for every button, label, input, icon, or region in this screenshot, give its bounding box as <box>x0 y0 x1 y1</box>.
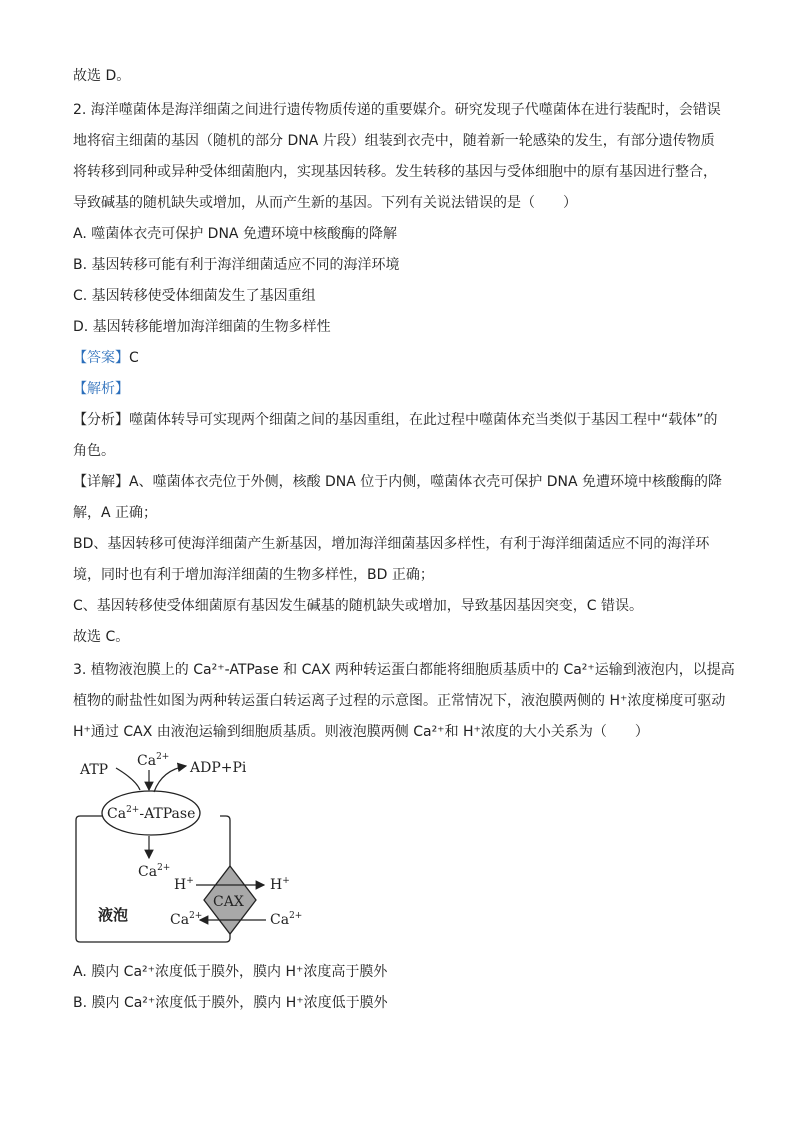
q2-stem-line-3: 将转移到同种或异种受体细菌胞内，实现基因转移。发生转移的基因与受体细胞中的原有基因进行整合， <box>73 164 717 180</box>
q2-stem-line-2: 地将宿主细菌的基因（随机的部分 DNA 片段）组装到衣壳中，随着新一轮感染的发生，有部分遗传物质 <box>73 133 715 149</box>
q2-fenxi-line-1 <box>73 410 718 430</box>
q2-stem-line-4: 导致碱基的随机缺失或增加，从而产生新的基因。下列有关说法错误的是（ ） <box>73 195 577 211</box>
q3-stem-line-1: 3. 植物液泡膜上的 Ca²⁺-ATPase 和 CAX 两种转运蛋白都能将细胞质基质中的 Ca²⁺运输到液泡内，以提高 <box>73 662 735 678</box>
q3-stem-line-3: H⁺通过 CAX 由液泡运输到细胞质基质。则液泡膜两侧 Ca²⁺和 H⁺浓度的大小关系为（ ） <box>73 724 649 740</box>
vacuole-label: 液泡 <box>98 906 129 924</box>
fenxi-text-1: 噬菌体转导可实现两个细菌之间的基因重组，在此过程中噬菌体充当类似于基因工程中“载体”的 <box>129 412 718 428</box>
ca-left-label: $Ca^{2+}$ <box>170 911 203 928</box>
atp-arrow <box>116 768 140 790</box>
q2-option-b: B. 基因转移可能有利于海洋细菌适应不同的海洋环境 <box>73 257 400 273</box>
ca-inside-label: $Ca^{2+}$ <box>138 863 171 880</box>
answer-tag: 【答案】 <box>73 350 129 366</box>
q2-stem-line-1: 2. 海洋噬菌体是海洋细菌之间进行遗传物质传递的重要媒介。研究发现子代噬菌体在进行装配时，会错误 <box>73 102 721 118</box>
q2-detail-line-4: 境，同时也有利于增加海洋细菌的生物多样性，BD 正确； <box>73 567 434 583</box>
q2-conclusion: 故选 C。 <box>73 629 130 645</box>
h-right-label: H+ <box>270 876 290 893</box>
q2-answer-line <box>73 348 139 368</box>
atp-label: ATP <box>80 762 109 778</box>
q3-stem-line-2: 植物的耐盐性如图为两种转运蛋白转运离子过程的示意图。正常情况下，液泡膜两侧的 H⁺浓度梯度可驱动 <box>73 693 726 709</box>
h-left-label: H+ <box>174 876 194 893</box>
detail-text-1: A、噬菌体衣壳位于外侧，核酸 DNA 位于内侧，噬菌体衣壳可保护 DNA 免遭环境中核酸酶的降 <box>129 474 723 490</box>
q2-detail-line-2: 解，A 正确； <box>73 505 158 521</box>
q2-detail-line-5: C、基因转移使受体细菌原有基因发生碱基的随机缺失或增加，导致基因基因突变，C 错误。 <box>73 598 643 614</box>
fenxi-tag: 【分析】 <box>73 412 129 428</box>
answer-value: C <box>129 350 139 366</box>
q2-option-c: C. 基因转移使受体细菌发生了基因重组 <box>73 288 316 304</box>
ca-top-label: $Ca^{2+}$ <box>137 752 170 769</box>
adp-label: ADP+Pi <box>190 760 247 776</box>
q2-fenxi-line-2: 角色。 <box>73 443 115 459</box>
q3-option-a: A. 膜内 Ca²⁺浓度低于膜外，膜内 H⁺浓度高于膜外 <box>73 964 388 980</box>
q2-analysis-heading <box>73 379 129 399</box>
adp-arrow <box>154 766 186 792</box>
q2-detail-line-1 <box>73 472 722 492</box>
ca-right-label: $Ca^{2+}$ <box>270 911 303 928</box>
q3-option-b: B. 膜内 Ca²⁺浓度低于膜外，膜内 H⁺浓度低于膜外 <box>73 995 388 1011</box>
q1-conclusion: 故选 D。 <box>73 68 131 84</box>
cax-label: CAX <box>213 894 244 910</box>
pump-label: $Ca^{2+}$-ATPase <box>107 805 196 822</box>
analysis-tag: 【解析】 <box>73 381 129 397</box>
detail-tag: 【详解】 <box>73 474 129 490</box>
q2-option-a: A. 噬菌体衣壳可保护 DNA 免遭环境中核酸酶的降解 <box>73 226 397 242</box>
vacuole-transport-diagram <box>70 748 320 948</box>
q2-detail-line-3: BD、基因转移可使海洋细菌产生新基因，增加海洋细菌基因多样性，有利于海洋细菌适应不同的海洋环 <box>73 536 710 552</box>
q2-option-d: D. 基因转移能增加海洋细菌的生物多样性 <box>73 319 331 335</box>
